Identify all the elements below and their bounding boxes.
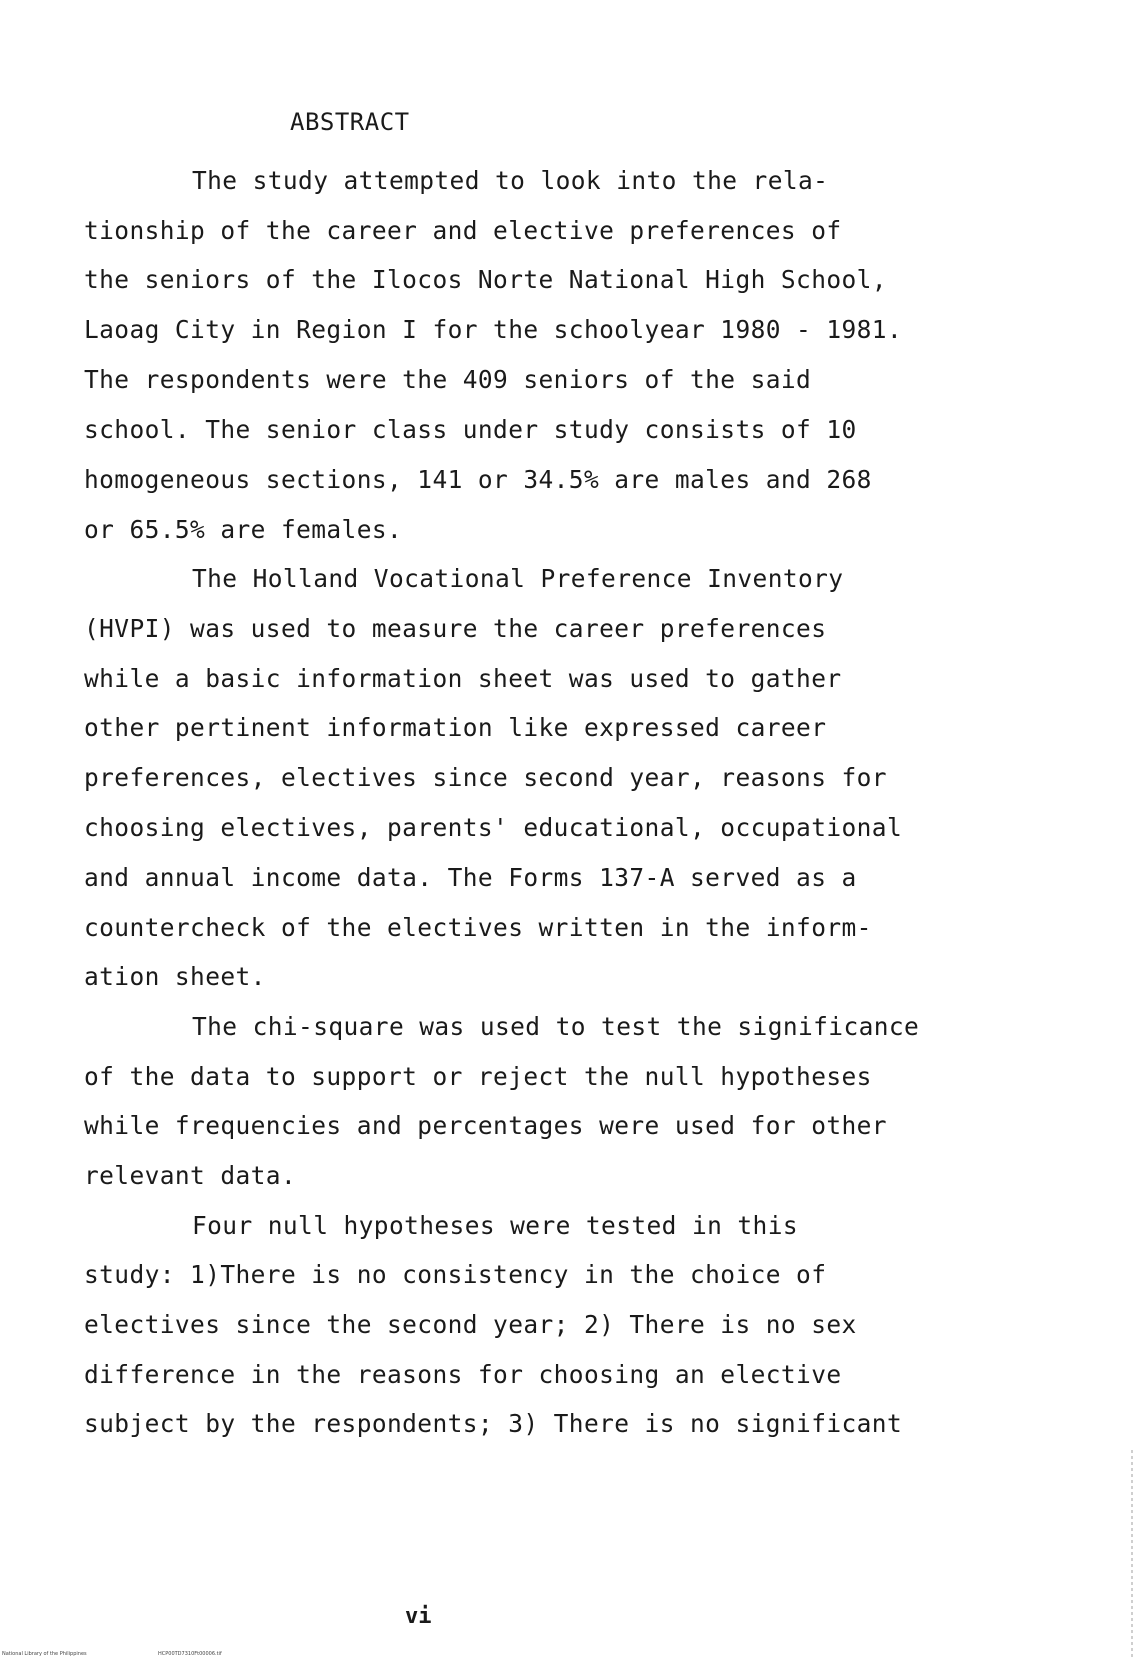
footer-file-id: HCP00TD7310Ft00006.tif (158, 1651, 222, 1657)
body-line: the seniors of the Ilocos Norte National High School, (84, 265, 887, 294)
body-line: The study attempted to look into the rela- (192, 166, 829, 195)
body-line: (HVPI) was used to measure the career preferences (84, 614, 827, 643)
body-line: The chi-square was used to test the significance (192, 1012, 920, 1041)
body-line: difference in the reasons for choosing an elective (84, 1360, 842, 1389)
body-line: other pertinent information like expressed career (84, 713, 827, 742)
body-line: The respondents were the 409 seniors of the said (84, 365, 812, 394)
body-line: tionship of the career and elective preferences of (84, 216, 842, 245)
body-line: of the data to support or reject the null hypotheses (84, 1062, 872, 1091)
body-line: countercheck of the electives written in the inform- (84, 913, 872, 942)
body-line: choosing electives, parents' educational, occupational (84, 813, 903, 842)
footer-library-credit: National Library of the Philippines (2, 1651, 87, 1657)
body-line: preferences, electives since second year, reasons for (84, 763, 887, 792)
body-line: relevant data. (84, 1161, 297, 1190)
body-line: electives since the second year; 2) There is no sex (84, 1310, 857, 1339)
body-line: subject by the respondents; 3) There is no significant (84, 1409, 903, 1438)
body-line: homogeneous sections, 141 or 34.5% are males and 268 (84, 465, 872, 494)
body-line: study: 1)There is no consistency in the choice of (84, 1260, 827, 1289)
body-line: The Holland Vocational Preference Inventory (192, 564, 844, 593)
body-line: school. The senior class under study consists of 10 (84, 415, 857, 444)
scan-edge-mark (1131, 1450, 1133, 1658)
page-number: vi (405, 1604, 432, 1629)
body-line: Laoag City in Region I for the schoolyear 1980 - 1981. (84, 315, 903, 344)
body-line: and annual income data. The Forms 137-A served as a (84, 863, 857, 892)
body-line: Four null hypotheses were tested in this (192, 1211, 799, 1240)
body-line: while frequencies and percentages were used for other (84, 1111, 887, 1140)
body-line: or 65.5% are females. (84, 515, 403, 544)
body-line: ation sheet. (84, 962, 266, 991)
body-line: while a basic information sheet was used to gather (84, 664, 842, 693)
abstract-heading: ABSTRACT (290, 108, 410, 136)
